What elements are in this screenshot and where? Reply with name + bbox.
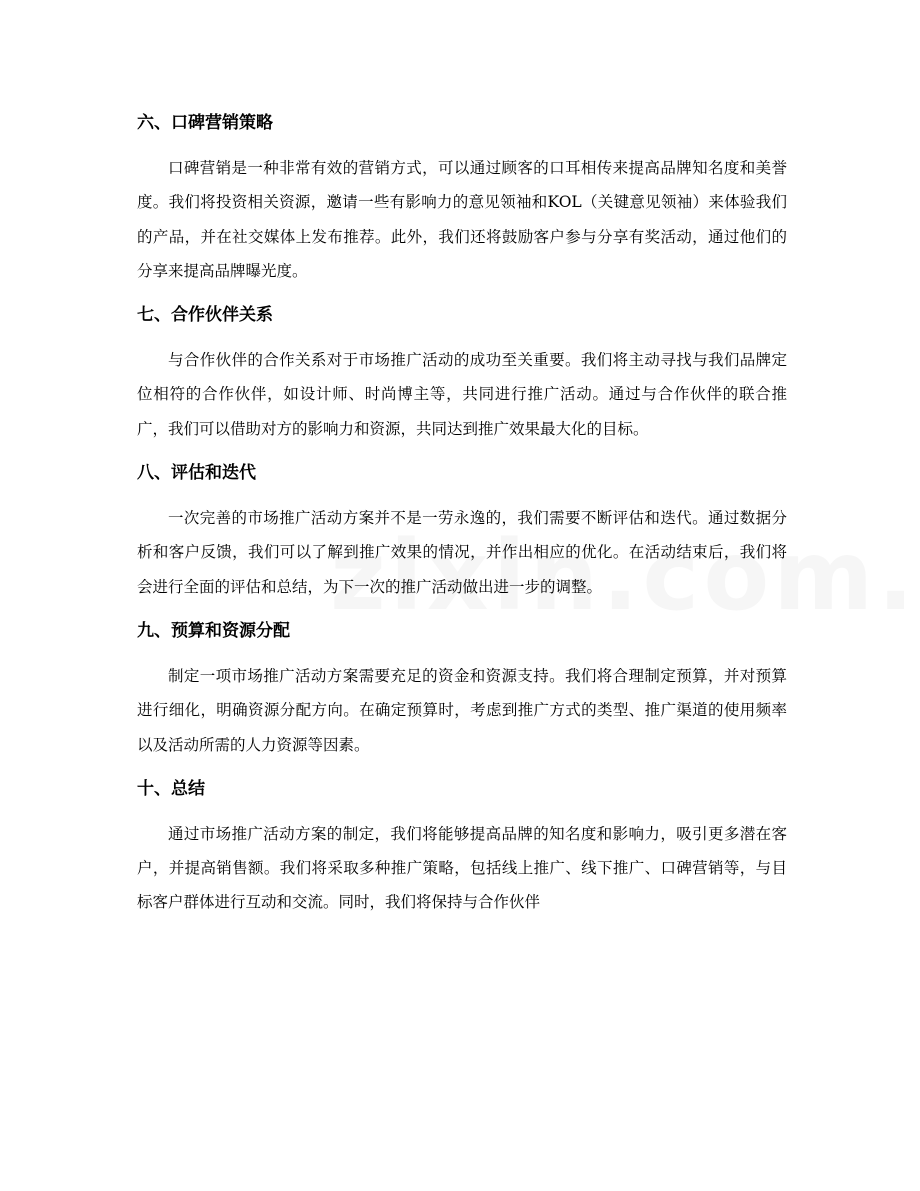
section-heading: 八、评估和迭代 xyxy=(137,463,256,484)
section-evaluation xyxy=(137,456,787,604)
section-paragraph: 与合作伙伴的合作关系对于市场推广活动的成功至关重要。我们将主动寻找与我们品牌定位相符的合作伙伴，如设计师、时尚博主等，共同进行推广活动。通过与合作伙伴的联合推广，我们可以借助对方的影响力和资源，共同达到推广效果最大化的目标。 xyxy=(137,351,787,438)
section-budget xyxy=(137,614,787,762)
section-heading: 十、总结 xyxy=(137,778,205,799)
section-heading: 六、口碑营销策略 xyxy=(137,113,273,133)
section-heading: 七、合作伙伴关系 xyxy=(137,305,273,326)
section-summary xyxy=(137,772,787,920)
section-word-of-mouth xyxy=(137,106,787,288)
section-paragraph: 制定一项市场推广活动方案需要充足的资金和资源支持。我们将合理制定预算，并对预算进行细化，明确资源分配方向。在确定预算时，考虑到推广方式的类型、推广渠道的使用频率以及活动所需的人力资源等因素。 xyxy=(137,666,787,754)
section-heading: 九、预算和资源分配 xyxy=(137,620,290,641)
section-partnerships xyxy=(137,298,787,446)
section-paragraph: 口碑营销是一种非常有效的营销方式，可以通过顾客的口耳相传来提高品牌知名度和美誉度。我们将投资相关资源，邀请一些有影响力的意见领袖和KOL（关键意见领袖）来体验我们的产品，并在社交媒体上发布推荐。此外，我们还将鼓励客户参与分享有奖活动，通过他们的分享来提高品牌曝光度。 xyxy=(137,159,787,280)
document-body xyxy=(137,106,787,930)
section-paragraph: 通过市场推广活动方案的制定，我们将能够提高品牌的知名度和影响力，吸引更多潜在客户，并提高销售额。我们将采取多种推广策略，包括线上推广、线下推广、口碑营销等，与目标客户群体进行互动和交流。同时，我们将保持与合作伙伴 xyxy=(137,824,787,912)
section-paragraph: 一次完善的市场推广活动方案并不是一劳永逸的，我们需要不断评估和迭代。通过数据分析和客户反馈，我们可以了解到推广效果的情况，并作出相应的优化。在活动结束后，我们将会进行全面的评估和总结，为下一次的推广活动做出进一步的调整。 xyxy=(137,509,787,596)
